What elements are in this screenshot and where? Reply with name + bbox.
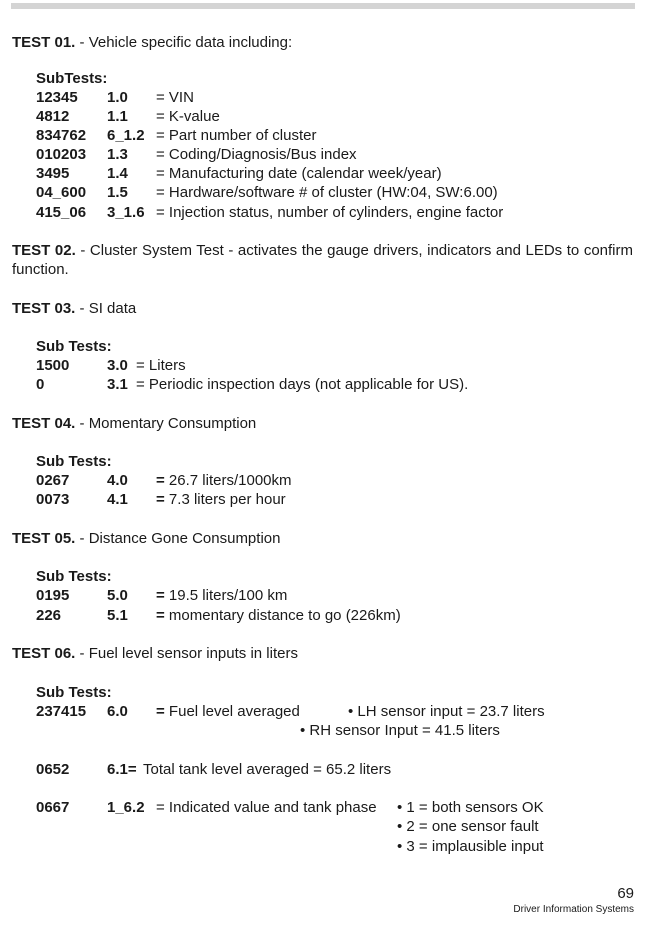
test-code: 415_06	[36, 204, 87, 221]
footer-section-title: Driver Information Systems	[513, 904, 634, 915]
equals-sign: =	[156, 587, 165, 604]
page-number: 69	[617, 885, 634, 902]
test-code: 0073	[36, 491, 70, 508]
test-code: 237415	[36, 703, 87, 720]
test-description	[156, 490, 286, 509]
test01-text: - Vehicle specific data including:	[75, 34, 293, 51]
test-number: 1.0	[107, 89, 128, 106]
test04-text: - Momentary Consumption	[75, 415, 257, 432]
test-description: = Part number of cluster	[156, 127, 317, 144]
test-code: 1500	[36, 357, 70, 374]
test-number: 6.1=	[107, 761, 137, 778]
rh-sensor-bullet: • RH sensor Input = 41.5 liters	[300, 722, 500, 739]
description-text: 26.7 liters/1000km	[164, 472, 292, 489]
test-number: 1.5	[107, 184, 128, 201]
test02-text: - Cluster System Test - activates the gauge drivers, indicators and LEDs to confirm function.	[12, 242, 633, 278]
test-description: = Coding/Diagnosis/Bus index	[156, 146, 357, 163]
test-number: 1_6.2	[107, 799, 145, 816]
test-description	[156, 586, 287, 605]
description-text: momentary distance to go (226km)	[164, 607, 401, 624]
test03-subtests-label: Sub Tests:	[36, 338, 112, 355]
equals-sign: =	[156, 703, 165, 720]
test05-heading: TEST 05.	[12, 530, 76, 547]
test04-heading-line	[12, 414, 256, 433]
equals-sign: =	[156, 472, 165, 489]
test-code: 0667	[36, 799, 70, 816]
test-description: = K-value	[156, 108, 220, 125]
test-description: = Indicated value and tank phase	[156, 799, 377, 816]
test-code: 12345	[36, 89, 78, 106]
test05-text: - Distance Gone Consumption	[75, 530, 281, 547]
test05-subtests-label: Sub Tests:	[36, 568, 112, 585]
test01-heading: TEST 01.	[12, 34, 76, 51]
equals-sign: =	[156, 491, 165, 508]
test-number: 6_1.2	[107, 127, 145, 144]
tank-phase-bullet: • 2 = one sensor fault	[397, 818, 539, 835]
test03-heading: TEST 03.	[12, 300, 76, 317]
test-code: 226	[36, 607, 62, 624]
test-number: 5.1	[107, 607, 128, 624]
test01-subtests-label: SubTests:	[36, 70, 108, 87]
test03-text: - SI data	[75, 300, 137, 317]
test-description	[156, 471, 292, 490]
lh-sensor-bullet: • LH sensor input = 23.7 liters	[348, 703, 545, 720]
equals-sign: =	[156, 607, 165, 624]
test-code: 010203	[36, 146, 87, 163]
test-description: = Injection status, number of cylinders, engine factor	[156, 204, 504, 221]
test04-heading: TEST 04.	[12, 415, 76, 432]
test-description: = Periodic inspection days (not applicable for US).	[136, 376, 469, 393]
test-code: 04_600	[36, 184, 87, 201]
test02-heading: TEST 02.	[12, 242, 76, 259]
test06-heading-line	[12, 644, 298, 663]
test-number: 1.4	[107, 165, 128, 182]
test-code: 0195	[36, 587, 70, 604]
test-description	[156, 702, 300, 721]
test05-heading-line	[12, 529, 280, 548]
description-text: 19.5 liters/100 km	[164, 587, 288, 604]
test-number: 4.0	[107, 472, 128, 489]
description-text: Fuel level averaged	[164, 703, 300, 720]
test-number: 5.0	[107, 587, 128, 604]
test-code: 0652	[36, 761, 70, 778]
test-number: 1.1	[107, 108, 128, 125]
test06-text: - Fuel level sensor inputs in liters	[75, 645, 298, 662]
test-description: = VIN	[156, 89, 194, 106]
tank-phase-bullet: • 3 = implausible input	[397, 838, 544, 855]
test-number: 6.0	[107, 703, 128, 720]
test-code: 0267	[36, 472, 70, 489]
test-code: 834762	[36, 127, 87, 144]
tank-phase-bullet: • 1 = both sensors OK	[397, 799, 544, 816]
test-number: 3_1.6	[107, 204, 145, 221]
top-rule	[11, 3, 635, 9]
test-number: 4.1	[107, 491, 128, 508]
test-description: = Hardware/software # of cluster (HW:04, SW:6.00)	[156, 184, 498, 201]
test03-heading-line	[12, 299, 136, 318]
test06-heading: TEST 06.	[12, 645, 76, 662]
test04-subtests-label: Sub Tests:	[36, 453, 112, 470]
test-description	[156, 606, 401, 625]
test-code: 3495	[36, 165, 70, 182]
test-code: 0	[36, 376, 45, 393]
test-code: 4812	[36, 108, 70, 125]
test-description: = Manufacturing date (calendar week/year)	[156, 165, 442, 182]
test06-subtests-label: Sub Tests:	[36, 684, 112, 701]
test01-heading-line	[12, 33, 292, 52]
test-description: Total tank level averaged = 65.2 liters	[143, 761, 392, 778]
test02-paragraph	[12, 241, 633, 279]
test-number: 3.0	[107, 357, 128, 374]
description-text: 7.3 liters per hour	[164, 491, 286, 508]
test-number: 3.1	[107, 376, 128, 393]
test-number: 1.3	[107, 146, 128, 163]
test-description: = Liters	[136, 357, 186, 374]
